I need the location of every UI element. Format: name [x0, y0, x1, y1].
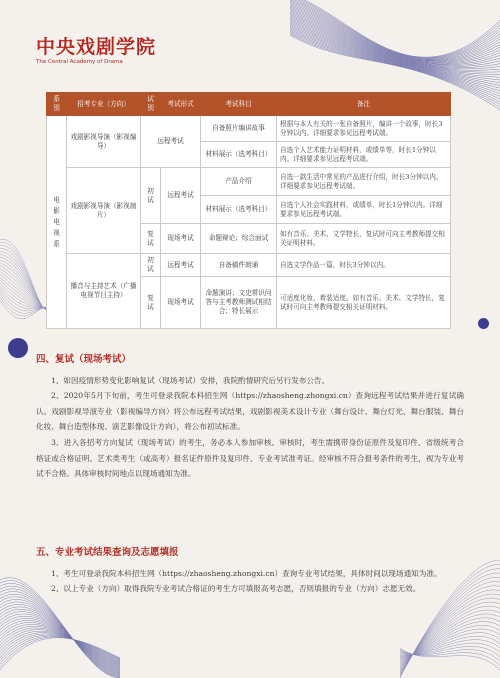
subject-cell: 产品介绍: [201, 168, 277, 196]
subject-cell: 自备照片编讲故事: [201, 116, 277, 142]
decorative-dot-top: [8, 338, 28, 358]
paragraph: 2、以上专业（方向）取得我院专业考试合格证的考生方可填报高考志愿，否则填报的专业（方向）志愿无效。: [51, 584, 421, 594]
note-cell: 可适度化妆，着装适度。如有音乐、美术、文学特长，复试时可向主考教师提交相关证明材料。: [277, 277, 451, 329]
major-cell: 播音与主持艺术（广播电视节目主持）: [67, 254, 141, 329]
paragraph: 2、2020年5月下旬前，考生可登录我院本科招生网（https://zhaosheng.zhongxi.cn）查询远程考试结果并进行复试确认。戏剧影视导演专业（影视编导方向）将公布远程考试结果，戏剧影视美术设计专业（舞台设计、舞台灯光、舞台服装、舞台化妆、舞台造型体现、演艺影像设计方向），将公布初试标准。: [36, 391, 464, 432]
note-cell: 自选文学作品一篇，时长3分钟以内。: [277, 254, 451, 277]
form-cell: 远程考试: [161, 168, 201, 224]
header-major: 招考专业（方向）: [67, 93, 141, 116]
round-cell: 初试: [141, 168, 161, 224]
paragraph: 3、进入各招考方向复试（现场考试）的考生，务必本人参加审核。审核时，考生需携带身份证原件及复印件、省级统考合格证或合格证明、艺术类考生（或高考）报名证件原件及复印件、专业考试准考证。经审核不符合报考条件的考生，视为专业考试不合格。具体审核时间地点以现场通知为准。: [36, 437, 464, 479]
series-cell: 电影电视系: [47, 116, 67, 329]
subject-cell: 自备稿件朗诵: [201, 254, 277, 277]
subject-cell: 命题演讲；文史常识问答与主考教师测试相结合；特长展示: [201, 277, 277, 329]
subject-cell: 材料展示（选考科目）: [201, 196, 277, 224]
note-cell: 自选个人艺术能力证明材料，或绩单等，时长1分钟以内。详细要求参见远程考试端。: [277, 142, 451, 168]
table-row: [47, 254, 451, 277]
subject-cell: 命题辩论；综合面试: [201, 224, 277, 254]
section-title: 四、复试（现场考试）: [36, 354, 132, 365]
form-cell: 远程考试: [161, 254, 201, 277]
note-cell: 如有音乐、美术、文学特长，复试时可向主考教师提交相关证明材料。: [277, 224, 451, 254]
form-cell: 现场考试: [161, 277, 201, 329]
round-cell: 复试: [141, 224, 161, 254]
logo-chinese: 中央戏剧学院: [36, 36, 157, 58]
paragraph: 1、考生可登录我院本科招生网（https://zhaosheng.zhongxi.cn）查询专业考试结果，具体时间以现场通知为准。: [51, 568, 442, 578]
round-cell: 初试: [141, 254, 161, 277]
note-cell: 自选个人社会实践材料，或绩单，时长1分钟以内。详细要求参见远程考试端。: [277, 196, 451, 224]
section-results-query: [36, 545, 464, 597]
major-cell: 戏剧影视导演（影视编导）: [67, 116, 141, 168]
section-title: 五、专业考试结果查询及志愿填报: [36, 547, 179, 558]
form-cell: 远程考试: [141, 116, 201, 168]
header-subject: 考试科目: [201, 93, 277, 116]
paragraph: 1、如因疫情形势变化影响复试（现场考试）安排，我院酌情研究后另行发布公告。: [51, 375, 330, 385]
note-cell: 根据与本人有关的一张自备照片，编讲一个故事，时长3分钟以内。详细要求参见远程考试端。: [277, 116, 451, 142]
header-form: 考试形式: [161, 93, 201, 116]
header-round: 试别: [141, 93, 161, 116]
round-cell: 复试: [141, 277, 161, 329]
header-note: 备注: [277, 93, 451, 116]
major-cell: 戏剧影视导演（影视制片）: [67, 168, 141, 254]
table-row: [47, 168, 451, 196]
note-cell: 自选一款生活中常见的产品进行介绍，时长3分钟以内。详细要求参见远程考试端。: [277, 168, 451, 196]
table-header-row: [47, 93, 451, 116]
header-series: 系别: [47, 93, 67, 116]
admission-table: [46, 92, 451, 329]
subject-cell: 材料展示（选考科目）: [201, 142, 277, 168]
academy-logo: [36, 36, 156, 65]
table-row: [47, 116, 451, 142]
decorative-dot-right: [478, 318, 489, 329]
form-cell: 现场考试: [161, 224, 201, 254]
logo-english: The Central Academy of Drama: [36, 59, 123, 65]
section-retest: [36, 352, 464, 482]
